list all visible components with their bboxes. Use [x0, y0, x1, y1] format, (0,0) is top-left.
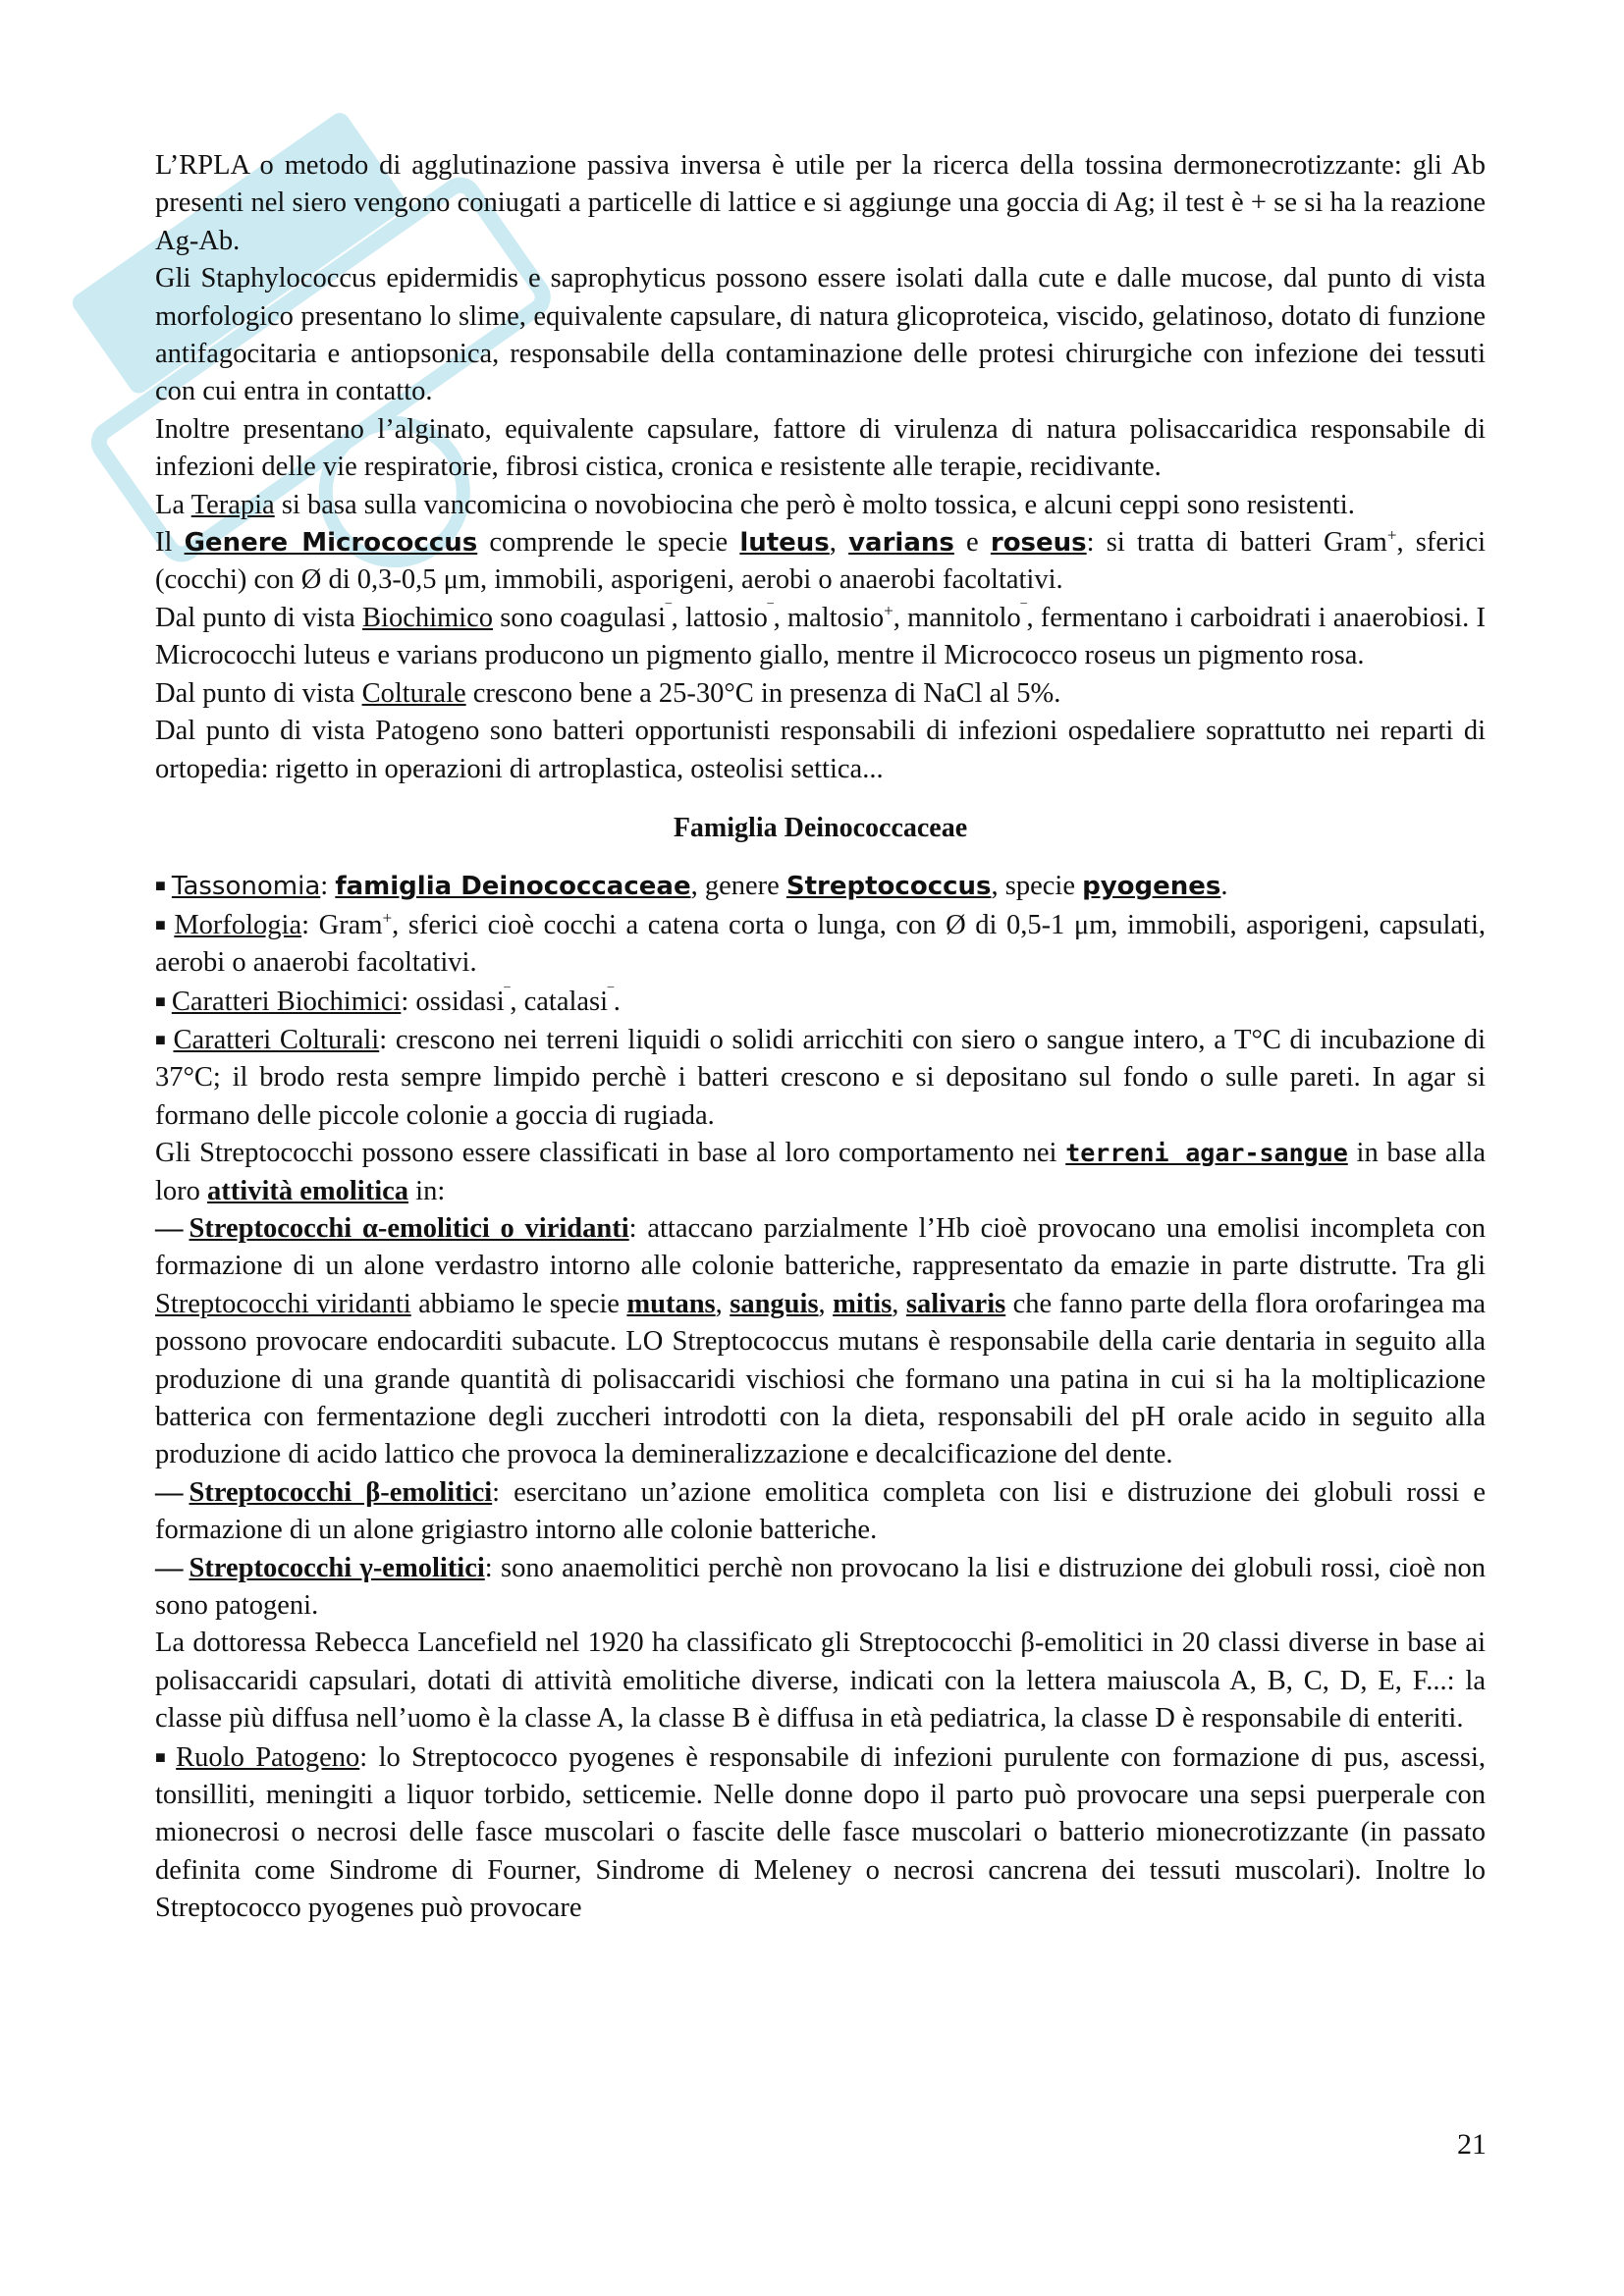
term-famiglia: famiglia Deinococcaceae	[335, 872, 691, 902]
species-luteus: luteus	[739, 528, 830, 559]
paragraph-rpla: L’RPLA o metodo di agglutinazione passiva inversa è utile per la ricerca della tossina dermonecrotizzante: gli Ab presenti nel siero vengono coniugati a particelle di lattice e si aggiunge una goccia di Ag; il test è + se si ha la reazione Ag-Ab.	[155, 150, 1486, 256]
bullet-ruolo-patogeno: ■ Ruolo Patogeno: lo Streptococco pyogenes è responsabile di infezioni purulente con formazione di pus, ascessi, tonsilliti, meningiti a liquor torbido, setticemie. Nelle donne dopo il parto può provocare una sepsi puerperale con mionecrosi o necrosi delle fasce muscolari o fascite delle fasce muscolari o batterio mionecrotizzante (in passato definita come Sindrome di Fourner, Sindrome di Meleney o necrosi cancrena dei tessuti muscolari). Inoltre lo Streptococco pyogenes può provocare	[155, 1741, 1487, 1924]
paragraph-colturale: Dal punto di vista Colturale crescono bene a 25-30°C in presenza di NaCl al 5%.	[155, 677, 1061, 709]
term-colturale: Colturale	[361, 677, 466, 709]
term-pyogenes: pyogenes	[1082, 872, 1221, 902]
species-sanguis: sanguis	[730, 1288, 819, 1319]
bullet-morfologia: ■ Morfologia: Gram+, sferici cioè cocchi a catena corta o lunga, con Ø di 0,5-1 μm, immobili, asporigeni, capsulati, aerobi o anaerobi facoltativi.	[155, 908, 1486, 979]
item-beta-emolitici: — Streptococchi β-emolitici: esercitano un’azione emolitica completa con lisi e distruzione dei globuli rossi e formazione di un alone grigiastro intorno alle colonie batteriche.	[155, 1476, 1486, 1546]
species-mutans: mutans	[626, 1288, 716, 1319]
species-salivaris: salivaris	[905, 1288, 1006, 1319]
item-alpha-emolitici: — Streptococchi α-emolitici o viridanti: attaccano parzialmente l’Hb cioè provocano una emolisi incompleta con formazione di un alone verdastro intorno alle colonie batteriche, rappresentato da emazie in parte distrutte. Tra gli Streptococchi viridanti abbiamo le specie mutans, sanguis, mitis, salivaris che fanno parte della flora orofaringea ma possono provocare endocarditi subacute. LO Streptococcus mutans è responsabile della carie dentaria in seguito alla produzione di una grande quantità di polisaccaridi vischiosi che formano una patina in cui si ha la moltiplicazione batterica con fermentazione degli zuccheri introdotti con la dieta, responsabili del pH orale acido in seguito alla produzione di acido lattico che provoca la demineralizzazione e decalcificazione del dente.	[155, 1212, 1487, 1470]
term-gamma-emolitici: Streptococchi γ-emolitici	[189, 1552, 485, 1583]
term-tassonomia: Tassonomia	[171, 872, 321, 902]
dash-icon: —	[155, 1476, 184, 1508]
paragraph-biochimico: Dal punto di vista Biochimico sono coagulasi‾, lattosio‾, maltosio+, mannitolo‾, fermentano i carboidrati i anaerobiosi. I Micrococchi luteus e varians producono un pigmento giallo, mentre il Micrococco roseus un pigmento rosa.	[155, 601, 1486, 671]
term-genere-micrococcus: Genere Micrococcus	[184, 528, 478, 559]
paragraph-lancefield: La dottoressa Rebecca Lancefield nel 1920 ha classificato gli Streptococchi β-emolitici in 20 classi diverse in base ai polisaccaridi capsulari, dotati di attività emolitiche diverse, indicati con la lettera maiuscola A, B, C, D, E, F...: la classe più diffusa nell’uomo è la classe A, la classe B è diffusa in età pediatrica, la classe D è responsabile di enteriti.	[155, 1628, 1486, 1735]
page-content	[155, 147, 1486, 1928]
section-heading: Famiglia Deinococcaceae	[673, 812, 968, 843]
bullet-caratteri-biochimici: ■ Caratteri Biochimici: ossidasi‾, catalasi‾.	[155, 985, 621, 1017]
bullet-icon: ■	[155, 990, 166, 1011]
term-terreni-agar-sangue: terreni agar-sangue	[1065, 1139, 1348, 1168]
page-number: 21	[1457, 2128, 1487, 2161]
bullet-icon: ■	[155, 1746, 171, 1767]
term-biochimico: Biochimico	[362, 602, 493, 633]
bullet-icon: ■	[155, 914, 169, 934]
paragraph-classificazione: Gli Streptococchi possono essere classificati in base al loro comportamento nei terreni agar-sangue in base alla loro attività emolitica in:	[155, 1138, 1486, 1206]
term-caratteri-colturali: Caratteri Colturali	[173, 1024, 380, 1055]
species-mitis: mitis	[833, 1288, 893, 1319]
paragraph-terapia: La Terapia si basa sulla vancomicina o novobiocina che però è molto tossica, e alcuni ceppi sono resistenti.	[155, 489, 1355, 520]
term-morfologia: Morfologia	[174, 909, 302, 940]
term-beta-emolitici: Streptococchi β-emolitici	[189, 1476, 493, 1508]
item-gamma-emolitici: — Streptococchi γ-emolitici: sono anaemolitici perchè non provocano la lisi e distruzione dei globuli rossi, cioè non sono patogeni.	[155, 1552, 1486, 1622]
term-terapia: Terapia	[190, 489, 275, 520]
dash-icon: —	[155, 1212, 184, 1244]
dash-icon: —	[155, 1552, 184, 1583]
bullet-icon: ■	[155, 876, 166, 896]
paragraph-alginato: Inoltre presentano l’alginato, equivalente capsulare, fattore di virulenza di natura polisaccaridica responsabile di infezioni delle vie respiratorie, fibrosi cistica, cronica e resistente alle terapie, recidivante.	[155, 413, 1486, 483]
term-attivita-emolitica: attività emolitica	[207, 1175, 409, 1206]
term-ruolo-patogeno: Ruolo Patogeno	[176, 1741, 360, 1773]
term-alpha-emolitici: Streptococchi α-emolitici o viridanti	[189, 1212, 629, 1244]
bullet-caratteri-colturali: ■ Caratteri Colturali: crescono nei terreni liquidi o solidi arricchiti con siero o sangue intero, a T°C di incubazione di 37°C; il brodo resta sempre limpido perchè i batteri crescono e si depositano sul fondo o sulle pareti. In agar si formano delle piccole colonie a goccia di rugiada.	[155, 1024, 1486, 1131]
bullet-icon: ■	[155, 1029, 168, 1049]
term-caratteri-biochimici: Caratteri Biochimici	[171, 986, 402, 1017]
species-roseus: roseus	[990, 528, 1087, 559]
paragraph-micrococcus: Il Genere Micrococcus comprende le specie luteus, varians e roseus: si tratta di batteri Gram+, sferici (cocchi) con Ø di 0,3-0,5 μm, immobili, asporigeni, aerobi o anaerobi facoltativi.	[155, 525, 1487, 596]
term-streptococcus: Streptococcus	[785, 872, 992, 902]
bullet-tassonomia: ■ Tassonomia: famiglia Deinococcaceae, genere Streptococcus, specie pyogenes.	[155, 871, 1228, 902]
term-streptococchi-viridanti: Streptococchi viridanti	[155, 1288, 411, 1319]
paragraph-patogeno: Dal punto di vista Patogeno sono batteri opportunisti responsabili di infezioni ospedaliere soprattutto nei reparti di ortopedia: rigetto in operazioni di artroplastica, osteolisi settica...	[155, 716, 1486, 784]
paragraph-staphylococcus: Gli Staphylococcus epidermidis e saprophyticus possono essere isolati dalla cute e dalle mucose, dal punto di vista morfologico presentano lo slime, equivalente capsulare, di natura glicoproteica, viscido, gelatinoso, dotato di funzione antifagocitaria e antiopsonica, responsabile della contaminazione delle protesi chirurgiche con infezione dei tessuti con cui entra in contatto.	[155, 263, 1486, 407]
species-varians: varians	[848, 528, 954, 559]
